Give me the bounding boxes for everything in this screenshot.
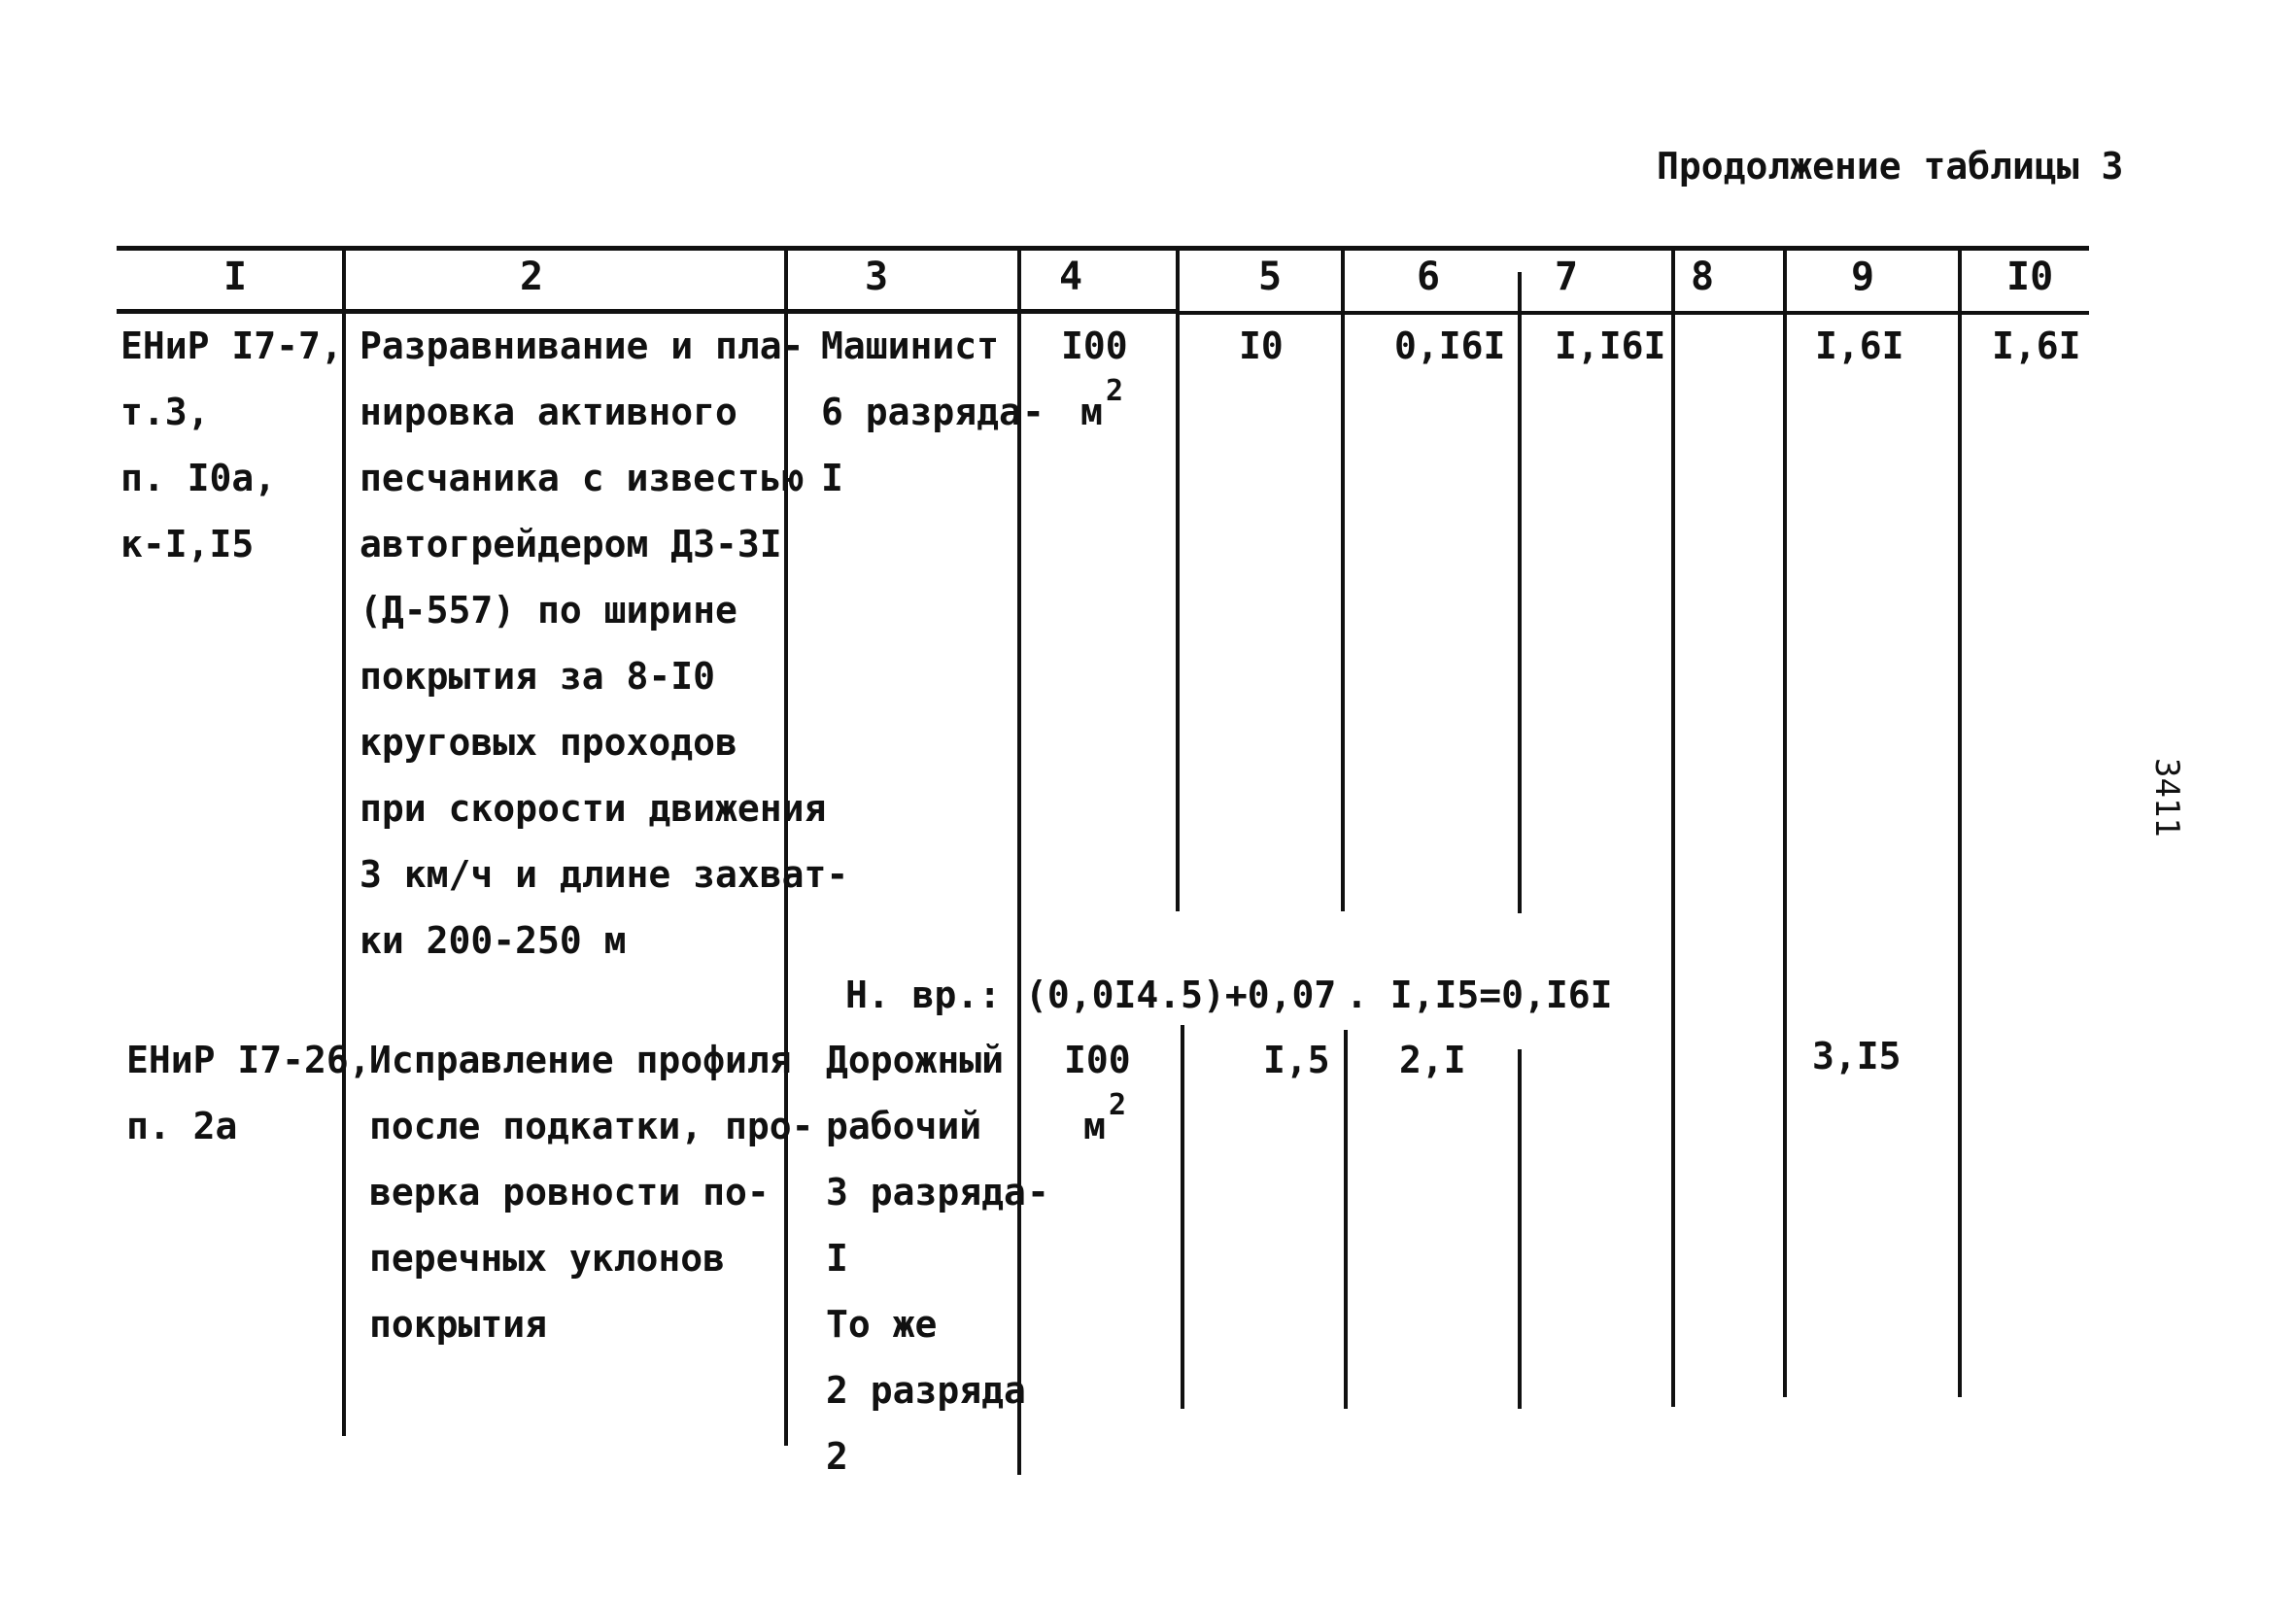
row2-col9: 3,I5 — [1812, 1035, 1902, 1077]
col-divider-5b — [1344, 1030, 1348, 1409]
row2-col5: I,5 — [1263, 1039, 1330, 1081]
row1-work-line: покрытия за 8-I0 — [360, 655, 716, 698]
col-header-7: 7 — [1555, 255, 1579, 299]
col-header-4: 4 — [1059, 255, 1083, 299]
row1-work-line: автогрейдером ДЗ-3I — [360, 523, 782, 565]
row1-col9: I,6I — [1815, 325, 1904, 367]
row1-work-line: 3 км/ч и длине захват- — [360, 853, 849, 896]
row1-col5: I0 — [1239, 325, 1284, 367]
row1-ref-line: п. I0а, — [120, 457, 277, 499]
col-divider-1 — [342, 251, 346, 1436]
col-divider-5 — [1341, 251, 1345, 911]
col-divider-3 — [1017, 251, 1021, 1475]
row2-ref-line: п. 2а — [126, 1105, 238, 1147]
row2-unit: м — [1083, 1105, 1106, 1147]
side-page-mark: 3411 — [2147, 758, 2186, 838]
col-divider-4 — [1176, 251, 1180, 911]
row2-worker-line: рабочий — [826, 1105, 982, 1147]
row1-col10: I,6I — [1992, 325, 2081, 367]
row2-work-line: Исправление профиля — [369, 1039, 792, 1081]
time-norm-label: Н. вр.: — [845, 974, 1002, 1016]
row2-worker-line: 3 разряда — [826, 1171, 1026, 1214]
row2-worker-line: I — [826, 1237, 848, 1280]
row2-work-line: после подкатки, про- — [369, 1105, 814, 1147]
row1-worker-line: 6 разряда — [821, 391, 1021, 433]
row1-work-line: (Д-557) по ширине — [360, 589, 737, 632]
col-header-9: 9 — [1851, 255, 1875, 299]
row1-work-line: ки 200-250 м — [360, 919, 627, 962]
row2-worker-line: Дорожный — [826, 1039, 1005, 1081]
row2-dash: - — [1027, 1171, 1049, 1214]
row2-col6: 2,I — [1399, 1039, 1466, 1081]
row1-work-line: при скорости движения — [360, 787, 827, 830]
col-divider-6b — [1518, 1049, 1522, 1409]
row1-unit-power: 2 — [1106, 374, 1124, 408]
row2-work-line: перечных уклонов — [369, 1237, 726, 1280]
row2-unit-power: 2 — [1109, 1088, 1127, 1122]
col-divider-7 — [1671, 251, 1675, 1407]
col-header-8: 8 — [1691, 255, 1715, 299]
row2-work-line: верка ровности по- — [369, 1171, 770, 1214]
col-divider-4b — [1181, 1025, 1184, 1409]
table-top-rule — [117, 246, 2089, 251]
row1-unit-value: I00 — [1061, 325, 1128, 367]
row2-worker-line: 2 — [826, 1435, 848, 1478]
table-continuation-title: Продолжение таблицы 3 — [1657, 145, 2124, 188]
row1-dash: - — [1022, 391, 1045, 433]
row1-col7: I,I6I — [1555, 325, 1666, 367]
col-header-2: 2 — [520, 255, 544, 299]
row2-worker-line: То же — [826, 1303, 938, 1346]
col-header-6: 6 — [1417, 255, 1441, 299]
col-divider-9 — [1958, 251, 1962, 1397]
col-header-3: 3 — [865, 255, 889, 299]
row1-work-line: круговых проходов — [360, 721, 737, 764]
time-norm-expression: (0,0I4.5)+0,07 — [1025, 974, 1337, 1016]
col-header-10: I0 — [2006, 255, 2054, 299]
row1-worker-line: Машинист — [821, 325, 1000, 367]
time-norm-result: . I,I5=0,I6I — [1346, 974, 1613, 1016]
row1-work-line: песчаника с известью — [360, 457, 805, 499]
col-header-5: 5 — [1258, 255, 1283, 299]
row1-col6: 0,I6I — [1394, 325, 1506, 367]
row1-ref-line: ЕНиР I7-7, — [120, 325, 343, 367]
row1-worker-line: I — [821, 457, 843, 499]
row1-unit: м — [1080, 391, 1103, 433]
col-divider-2 — [784, 251, 788, 1446]
col-header-1: I — [223, 255, 248, 299]
header-bottom-rule-right — [1176, 311, 2089, 315]
row2-unit-value: I00 — [1064, 1039, 1131, 1081]
row2-worker-line: 2 разряда — [826, 1369, 1026, 1412]
row2-ref-line: ЕНиР I7-26, — [126, 1039, 371, 1081]
row1-ref-line: к-I,I5 — [120, 523, 255, 565]
row1-work-line: Разравнивание и пла- — [360, 325, 805, 367]
row1-ref-line: т.3, — [120, 391, 210, 433]
col-divider-6 — [1518, 272, 1522, 913]
row1-work-line: нировка активного — [360, 391, 737, 433]
col-divider-8 — [1783, 251, 1787, 1397]
row2-work-line: покрытия — [369, 1303, 548, 1346]
